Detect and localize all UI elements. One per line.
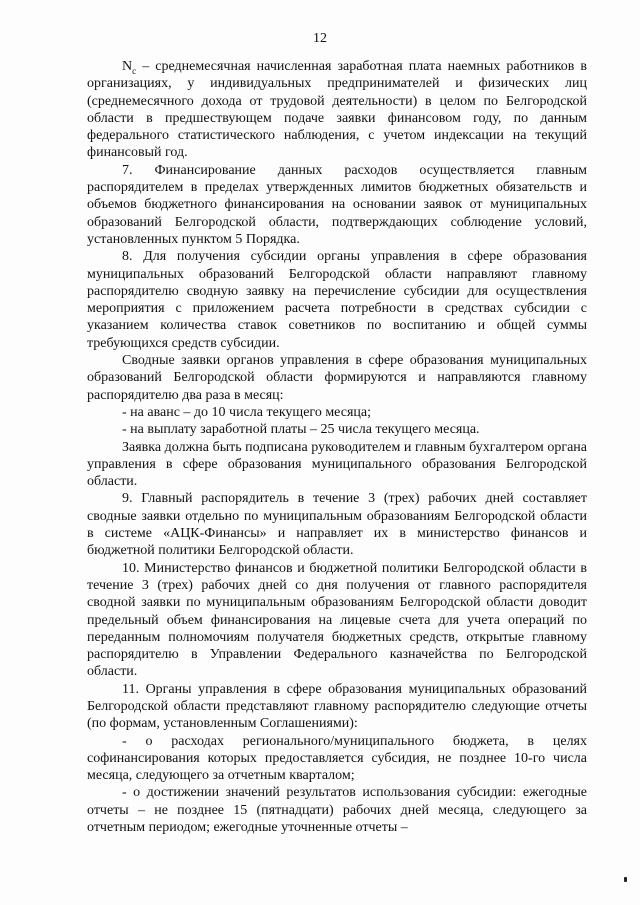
nc-symbol: $N_c$ [122,59,137,76]
paragraph-7: 7. Финансирование данных расходов осуществляется главным распорядителем в пределах утвержденных лимитов бюджетных обязательств и объемов бюджетного финансирования на основании заявок от муниципальных образований Белгородской области, подтверждающих соблюдение условий, установленных пунктом 5 Порядка. [87,162,587,247]
page-number: 12 [313,31,327,46]
list-item-advance: - на аванс – до 10 числа текущего месяца; [122,404,371,420]
list-item-salary: - на выплату заработной платы – 25 числа текущего месяца. [122,422,480,438]
paragraph-nc-definition: $N_c$ – среднемесячная начисленная заработная плата наемных работников в организациях, у индивидуальных предпринимателей и физических лиц (среднемесячного дохода от трудовой деятельности) в целом по Белгородской области в предшествующем подаче заявки финансовом году, по данным федерального статистического наблюдения, с учетом индексации на текущий финансовый год. [87,59,587,161]
paragraph-summary-requests: Сводные заявки органов управления в сфере образования муниципальных образований Белгородской области формируются и направляются главному распорядителю два раза в месяц: [87,353,587,403]
document-body [87,58,587,836]
list-item-results-report: - о достижении значений результатов использования субсидии: ежегодные отчеты – не позднее 15 (пятнадцати) рабочих дней месяца, следующего за отчетным периодом; ежегодные уточненные отчеты – [87,785,587,836]
paragraph-11: 11. Органы управления в сфере образования муниципальных образований Белгородской области представляют главному распорядителю следующие отчеты (по формам, установленным Соглашениями): [87,681,587,732]
paragraph-8: 8. Для получения субсидии органы управления в сфере образования муниципальных образований Белгородской области направляют главному распорядителю сводную заявку на перечисление субсидии для осуществления мероприятия с приложением расчета потребности в средствах субсидии с указанием количества ставок советников по воспитанию и общей суммы требующихся средств субсидии. [87,249,587,351]
paragraph-signature: Заявка должна быть подписана руководителем и главным бухгалтером органа управления в сфере образования муниципального образования Белгородской области. [87,439,587,490]
scan-mark [624,877,627,882]
paragraph-9: 9. Главный распорядитель в течение 3 (трех) рабочих дней составляет сводные заявки отдельно по муниципальным образованиям Белгородской области в системе «АЦК-Финансы» и направляет их в министерство финансов и бюджетной политики Белгородской области. [87,491,587,559]
paragraph-10: 10. Министерство финансов и бюджетной политики Белгородской области в течение 3 (трех) рабочих дней со дня получения от главного распорядителя сводной заявки по муниципальным образованиям Белгородской области доводит предельный объем финансирования на лицевые счета для учета операций по переданным полномочиям получателя бюджетных средств, открытые главному распорядителю в Управлении Федерального казначейства по Белгородской области. [87,560,587,680]
list-item-expenses-report: - о расходах регионального/муниципального бюджета, в целях софинансирования которых предоставляется субсидия, не позднее 10-го числа месяца, следующего за отчетным кварталом; [87,733,587,784]
